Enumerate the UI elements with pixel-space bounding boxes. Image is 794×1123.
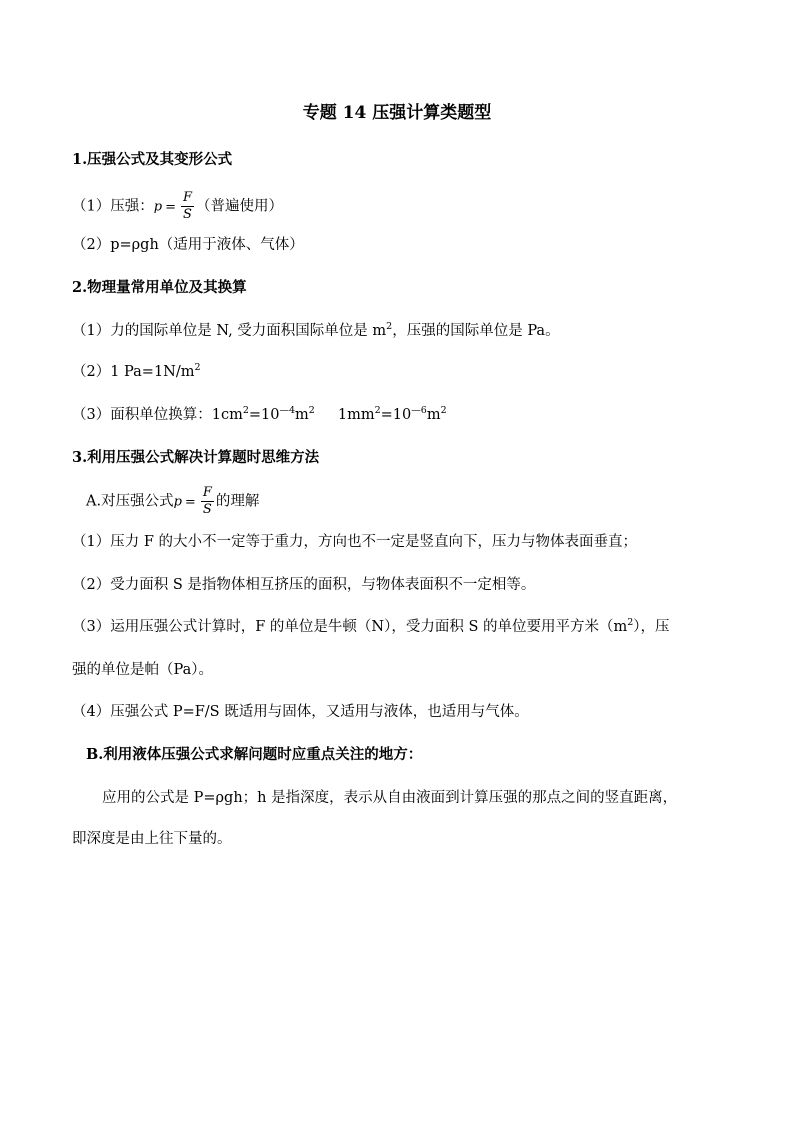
item-text: ），压: [633, 619, 670, 635]
pressure-fraction: [201, 485, 214, 518]
superscript: 2: [627, 617, 634, 629]
section-2-item-3: [72, 405, 447, 425]
item-text: ，压强的国际单位是 Pa。: [392, 323, 560, 339]
item-text: =10: [248, 407, 280, 423]
item-text: =10: [380, 407, 412, 423]
pressure-fraction: [181, 190, 194, 223]
item-text: 1mm: [314, 407, 375, 423]
superscript: 2: [386, 321, 393, 333]
item-text: m: [295, 407, 309, 423]
section-1-heading: 1.压强公式及其变形公式: [72, 151, 233, 168]
item-prefix: （1）压强：: [72, 198, 154, 215]
item-suffix: （普遍使用）: [196, 198, 283, 215]
section-3-point-3: [72, 617, 670, 637]
section-3-paragraph-b-line-1: 应用的公式是 P=ρgh；h 是指深度，表示从自由液面到计算压强的那点之间的竖直距离，: [102, 790, 678, 806]
section-2-heading: 2.物理量常用单位及其换算: [72, 279, 247, 296]
section-3-point-1: （1）压力 F 的大小不一定等于重力，方向也不一定是竖直向下，压力与物体表面垂直；: [72, 534, 638, 550]
section-3-subheading-a: [86, 485, 259, 518]
superscript: 2: [194, 362, 201, 374]
section-3-paragraph-b-line-2: 即深度是由上往下量的。: [72, 831, 232, 847]
superscript: —4: [279, 405, 296, 417]
subheading-suffix: 的理解: [215, 493, 260, 510]
section-1-item-1: [72, 190, 283, 223]
formula-equals: =: [184, 494, 196, 510]
formula-variable: p: [153, 199, 163, 215]
superscript: 2: [374, 405, 381, 417]
fraction-denominator: S: [183, 207, 192, 222]
formula-variable: p: [173, 494, 182, 510]
page-title: 专题 14 压强计算类题型: [302, 103, 492, 123]
section-3-point-4: （4）压强公式 P=F/S 既适用与固体，又适用与液体，也适用与气体。: [72, 704, 529, 720]
section-3-heading: 3.利用压强公式解决计算题时思维方法: [72, 449, 320, 466]
item-text: （1）力的国际单位是 N, 受力面积国际单位是 m: [72, 323, 387, 339]
superscript: 2: [242, 405, 249, 417]
fraction-denominator: S: [202, 502, 212, 517]
section-3-point-3-continued: 强的单位是帕（Pa）。: [72, 662, 213, 678]
superscript: 2: [308, 405, 315, 417]
section-3-subheading-b: B.利用液体压强公式求解问题时应重点关注的地方：: [86, 746, 423, 763]
superscript: 2: [440, 405, 447, 417]
section-2-item-1: [72, 321, 560, 341]
section-3-point-2: （2）受力面积 S 是指物体相互挤压的面积，与物体表面积不一定相等。: [72, 577, 536, 593]
item-text: （3）运用压强公式计算时，F 的单位是牛顿（N），受力面积 S 的单位要用平方米（m: [72, 619, 628, 635]
superscript: —6: [411, 405, 427, 417]
fraction-numerator: F: [202, 485, 212, 500]
formula-equals: =: [165, 199, 176, 215]
item-text: m: [426, 407, 441, 423]
fraction-numerator: F: [182, 190, 192, 205]
section-2-item-2: [72, 362, 201, 382]
section-1-item-2: （2）p=ρgh（适用于液体、气体）: [72, 237, 304, 253]
item-text: （2）1 Pa=1N/m: [72, 364, 195, 380]
subheading-prefix: A.对压强公式: [86, 493, 174, 510]
item-text: （3）面积单位换算：1cm: [72, 407, 243, 423]
